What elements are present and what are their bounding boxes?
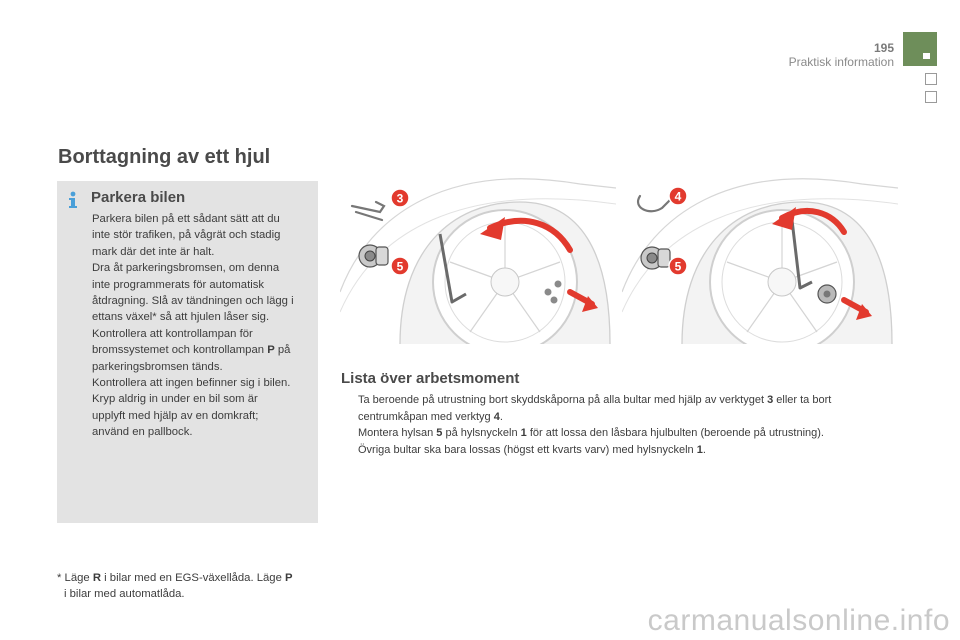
work-list-heading: Lista över arbetsmoment: [341, 370, 520, 387]
footnote-star: *: [57, 572, 65, 584]
work-list: [341, 392, 901, 458]
step-text: .: [702, 443, 706, 456]
tool-number: 1: [520, 427, 527, 440]
step-text: på hylsnyckeln: [442, 427, 521, 440]
info-line: åtdragning. Slå av tändningen och lägg i: [92, 295, 294, 308]
gear-r-letter: R: [92, 572, 101, 584]
lamp-letter: P: [267, 344, 275, 357]
list-item: [341, 442, 901, 459]
info-box: [57, 181, 318, 523]
wheel-illustration-right: [622, 172, 898, 344]
info-icon: [66, 191, 80, 209]
watermark: carmanualsonline.info: [647, 604, 950, 637]
footnote: [57, 570, 319, 603]
info-line: Dra åt parkeringsbromsen, om denna: [92, 262, 280, 275]
callout-5: [669, 257, 687, 275]
callout-label: 3: [396, 191, 404, 206]
step-text: .: [499, 410, 503, 423]
lamp-suffix: på: [274, 344, 291, 357]
chapter-tab[interactable]: [925, 73, 937, 85]
gear-p-letter: P: [285, 572, 293, 584]
info-line: parkeringsbromsen tänds.: [92, 360, 223, 373]
tool-number: 4: [493, 410, 500, 423]
chapter-tab[interactable]: [925, 91, 937, 103]
info-line-text: bromssystemet och kontrollampan: [92, 344, 265, 357]
info-line: använd en pallbock.: [92, 426, 193, 439]
info-heading: Parkera bilen: [91, 189, 186, 206]
tool-number: 5: [436, 427, 443, 440]
info-line: inte stör trafiken, på vågrät och stadig: [92, 229, 281, 242]
info-line: mark där det inte är halt.: [92, 245, 215, 258]
callout-label: 5: [396, 259, 404, 274]
info-line: [92, 342, 314, 358]
callout-3: [391, 189, 409, 207]
callout-5: [391, 257, 409, 275]
footnote-text: i bilar med en EGS-växellåda. Läge: [101, 572, 285, 584]
callout-label: 5: [674, 259, 682, 274]
step-text: Ta beroende på utrustning bort skyddskåporna på alla bultar med hjälp av verktyget: [358, 394, 768, 406]
info-line: inte programmerats för automatisk: [92, 278, 265, 291]
step-text: Övriga bultar ska bara lossas (högst ett kvarts varv) med hylsnyckeln: [358, 443, 697, 456]
list-item: [341, 392, 901, 425]
tool-number: 1: [696, 443, 703, 456]
footnote-text: Läge: [64, 572, 93, 584]
step-text: Montera hylsan: [358, 427, 437, 440]
info-line: upplyft med hjälp av en domkraft;: [92, 409, 259, 422]
info-line: Kontrollera att ingen befinner sig i bilen.: [92, 377, 291, 390]
info-line: Parkera bilen på ett sådant sätt att du: [92, 213, 280, 225]
wheel-illustration-left: [340, 172, 616, 344]
list-item: [341, 425, 901, 442]
footnote-text: i bilar med automatlåda.: [64, 588, 185, 601]
chapter-tab-active[interactable]: [903, 32, 937, 66]
info-text: [92, 211, 314, 441]
info-line: Kryp aldrig in under en bil som är: [92, 393, 258, 406]
info-line: Kontrollera att kontrollampan för: [92, 327, 253, 340]
step-text: eller ta bort centrumkåpan med verktyg: [358, 394, 832, 423]
section-name: Praktisk information: [788, 55, 894, 69]
page-title: Borttagning av ett hjul: [58, 146, 271, 168]
callout-4: [669, 187, 687, 205]
page-number: 195: [873, 41, 894, 55]
info-line: ettans växel* så att hjulen låser sig.: [92, 311, 270, 324]
step-text: för att lossa den låsbara hjulbulten (beroende på utrustning).: [526, 427, 824, 440]
callout-label: 4: [674, 189, 682, 204]
tab-marker-icon: [923, 53, 930, 59]
tool-number: 3: [767, 394, 774, 406]
